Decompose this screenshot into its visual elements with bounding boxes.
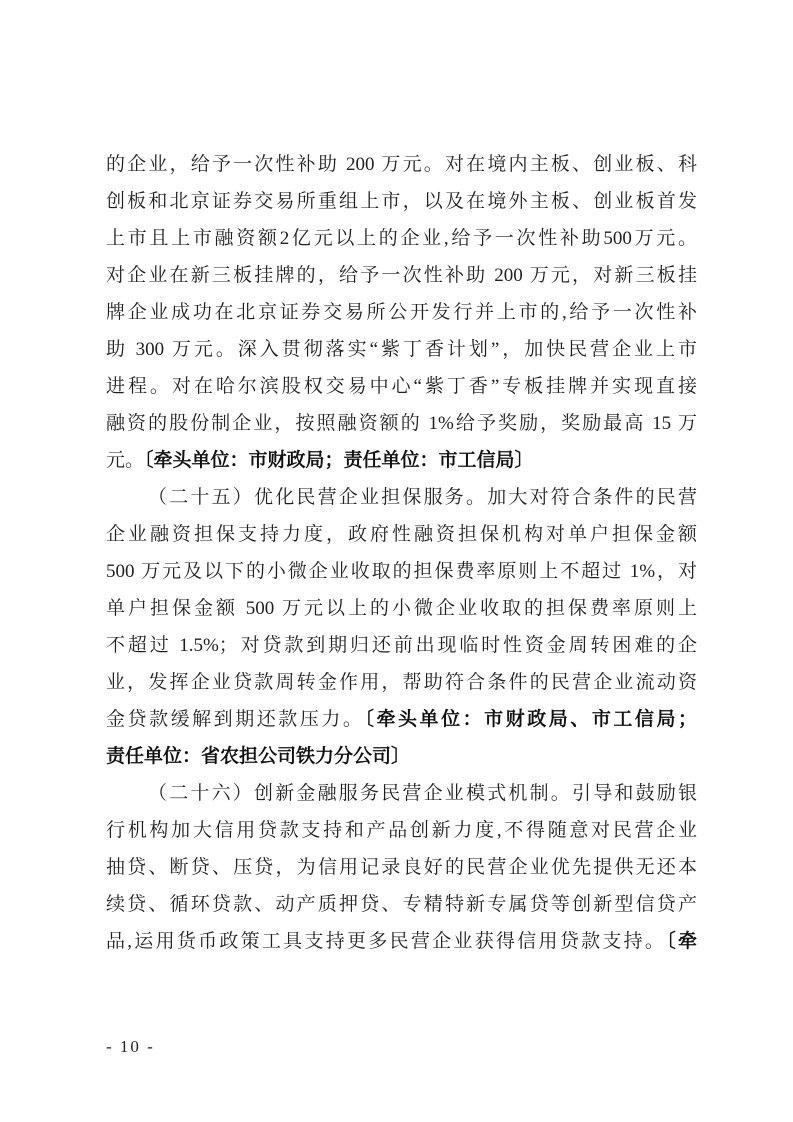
text-segment: 不超过 1.5%；对贷款到期归还前出现临时性资金周转困难的企 <box>106 635 697 656</box>
text-line <box>106 553 697 590</box>
text-line <box>106 664 697 701</box>
text-segment: 业，发挥企业贷款周转金作用，帮助符合条件的民营企业流动资 <box>106 672 697 693</box>
text-line <box>106 331 697 368</box>
text-line <box>106 183 697 220</box>
text-line <box>106 405 697 442</box>
text-line <box>106 368 697 405</box>
text-line <box>106 886 697 923</box>
text-line <box>106 220 697 257</box>
text-segment: 上市且上市融资额2亿元以上的企业,给予一次性补助500万元。 <box>106 228 697 249</box>
text-line <box>106 442 697 479</box>
responsible-unit-label: 〔牵 <box>666 931 697 952</box>
text-line <box>106 590 697 627</box>
text-segment: 助 300 万元。深入贯彻落实“紫丁香计划”，加快民营企业上市 <box>106 339 697 360</box>
text-line <box>106 738 697 775</box>
text-line <box>106 627 697 664</box>
text-line <box>106 849 697 886</box>
text-segment: 对企业在新三板挂牌的，给予一次性补助 200 万元，对新三板挂 <box>106 265 697 286</box>
text-line <box>106 701 697 738</box>
text-segment: 融资的股份制企业，按照融资额的 1%给予奖励，奖励最高 15 万 <box>106 413 697 434</box>
responsible-unit-label: 责任单位：省农担公司铁力分公司〕 <box>106 746 411 767</box>
page-number: - 10 - <box>106 1037 155 1056</box>
text-segment: 品,运用货币政策工具支持更多民营企业获得信用贷款支持。 <box>106 931 667 952</box>
text-segment: 企业融资担保支持力度，政府性融资担保机构对单户担保金额 <box>106 524 697 545</box>
text-segment: 抽贷、断贷、压贷，为信用记录良好的民营企业优先提供无还本 <box>106 857 697 878</box>
text-line <box>106 516 697 553</box>
responsible-unit-label: 〔牵头单位：市财政局、市工信局； <box>364 709 697 730</box>
text-segment: 500 万元及以下的小微企业收取的担保费率原则上不超过 1%，对 <box>106 561 697 582</box>
text-line <box>106 812 697 849</box>
text-line <box>106 479 697 516</box>
text-line <box>106 923 697 960</box>
text-segment: 牌企业成功在北京证券交易所公开发行并上市的,给予一次性补 <box>106 302 697 323</box>
text-segment: 单户担保金额 500 万元以上的小微企业收取的担保费率原则上 <box>106 598 697 619</box>
text-line <box>106 146 697 183</box>
text-line <box>106 257 697 294</box>
text-segment: 创板和北京证券交易所重组上市，以及在境外主板、创业板首发 <box>106 191 697 212</box>
text-segment: 的企业，给予一次性补助 200 万元。对在境内主板、创业板、科 <box>106 154 697 175</box>
text-segment: （二十六）创新金融服务民营企业模式机制。引导和鼓励银 <box>148 783 697 804</box>
text-line <box>106 294 697 331</box>
text-segment: 元。 <box>106 450 145 471</box>
text-line <box>106 775 697 812</box>
responsible-unit-label: 〔牵头单位：市财政局；责任单位：市工信局〕 <box>144 450 534 471</box>
text-segment: 续贷、循环贷款、动产质押贷、专精特新专属贷等创新型信贷产 <box>106 894 697 915</box>
text-segment: 进程。对在哈尔滨股权交易中心“紫丁香”专板挂牌并实现直接 <box>106 376 697 397</box>
text-segment: （二十五）优化民营企业担保服务。加大对符合条件的民营 <box>148 487 697 508</box>
text-segment: 金贷款缓解到期还款压力。 <box>106 709 365 730</box>
document-text <box>106 146 697 960</box>
text-segment: 行机构加大信用贷款支持和产品创新力度,不得随意对民营企业 <box>106 820 697 841</box>
